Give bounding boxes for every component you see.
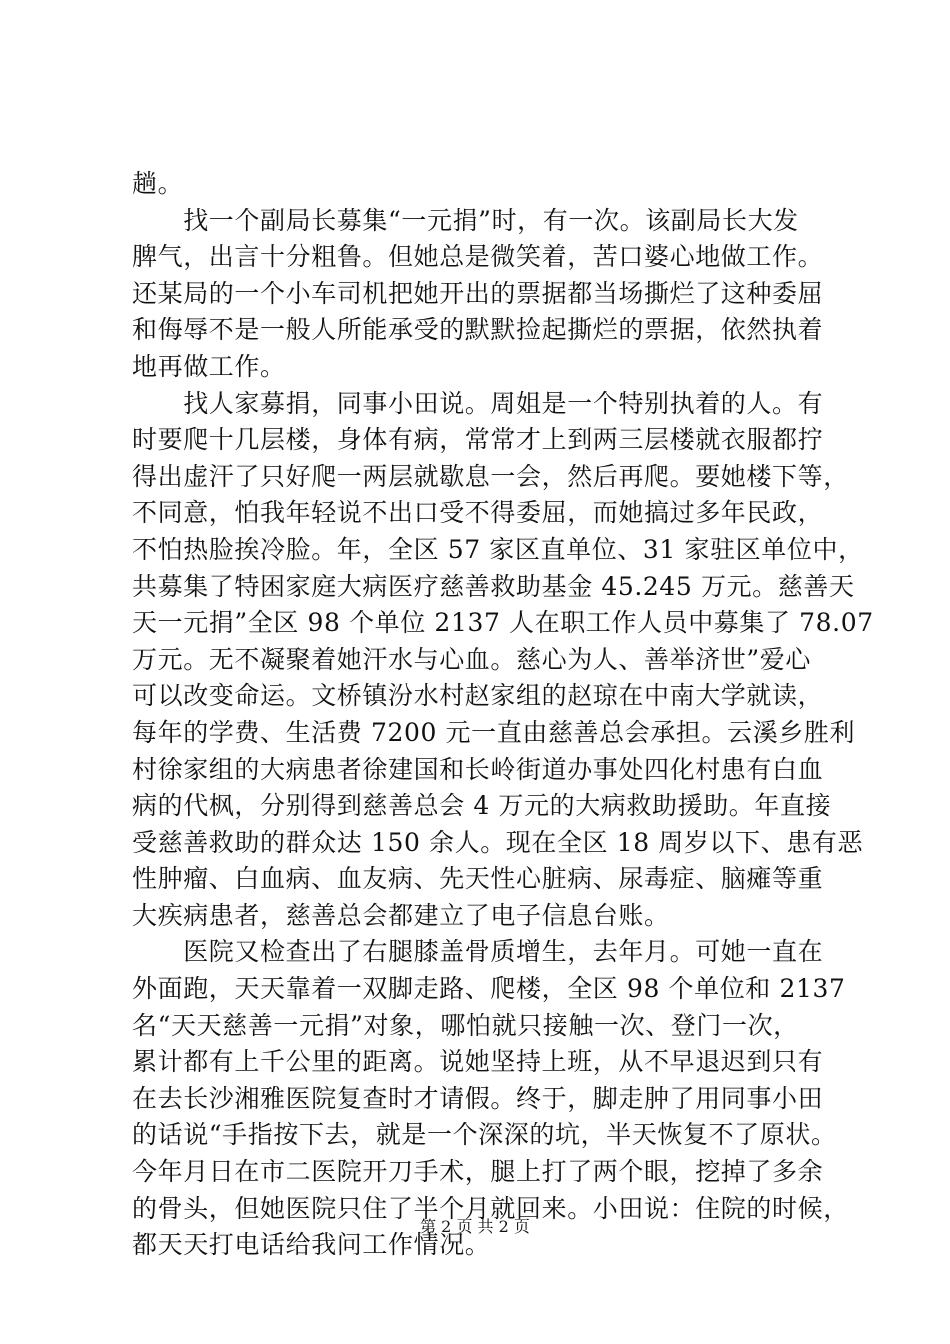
text-line: 累计都有上千公里的距离。说她坚持上班，从不早退迟到只有 bbox=[132, 1047, 824, 1077]
text-line: 共募集了特困家庭大病医疗慈善救助基金 45.245 万元。慈善天 bbox=[132, 571, 855, 601]
text-line: 医院又检查出了右腿膝盖骨质增生，去年月。可她一直在 bbox=[132, 937, 824, 967]
text-line: 天一元捐”全区 98 个单位 2137 人在职工作人员中募集了 78.07 bbox=[132, 608, 874, 638]
text-line: 的骨头，但她医院只住了半个月就回来。小田说：住院的时候， bbox=[132, 1193, 849, 1223]
document-body bbox=[132, 166, 874, 1264]
page-number-label: 第 2 页 共 2 页 bbox=[420, 1217, 530, 1236]
text-line: 都天天打电话给我问工作情况。 bbox=[132, 1230, 491, 1260]
text-line: 今年月日在市二医院开刀手术，腿上打了两个眼，挖掉了多余 bbox=[132, 1157, 824, 1187]
text-line: 地再做工作。 bbox=[132, 351, 286, 381]
text-line: 脾气，出言十分粗鲁。但她总是微笑着，苦口婆心地做工作。 bbox=[132, 242, 824, 272]
text-line: 每年的学费、生活费 7200 元一直由慈善总会承担。云溪乡胜利 bbox=[132, 717, 856, 747]
text-line: 受慈善救助的群众达 150 余人。现在全区 18 周岁以下、患有恶 bbox=[132, 827, 864, 857]
text-line: 的话说“手指按下去，就是一个深深的坑，半天恢复不了原状。 bbox=[132, 1120, 837, 1150]
text-line: 还某局的一个小车司机把她开出的票据都当场撕烂了这种委屈 bbox=[132, 278, 824, 308]
text-line: 不怕热脸挨冷脸。年，全区 57 家区直单位、31 家驻区单位中， bbox=[132, 534, 864, 564]
text-line: 不同意，怕我年轻说不出口受不得委屈，而她搞过多年民政， bbox=[132, 498, 824, 528]
text-line: 可以改变命运。文桥镇汾水村赵家组的赵琼在中南大学就读， bbox=[132, 681, 824, 711]
text-line: 性肿瘤、白血病、血友病、先天性心脏病、尿毒症、脑瘫等重 bbox=[132, 864, 824, 894]
text-line: 找人家募捐，同事小田说。周姐是一个特别执着的人。有 bbox=[132, 388, 824, 418]
text-line: 时要爬十几层楼，身体有病，常常才上到两三层楼就衣服都拧 bbox=[132, 425, 824, 455]
page-footer bbox=[0, 1216, 950, 1238]
text-line: 名“天天慈善一元捐”对象，哪怕就只接触一次、登门一次， bbox=[132, 1010, 799, 1040]
text-line: 和侮辱不是一般人所能承受的默默捡起撕烂的票据，依然执着 bbox=[132, 315, 824, 345]
text-line: 趟。 bbox=[132, 169, 184, 198]
text-line: 得出虚汗了只好爬一两层就歇息一会，然后再爬。要她楼下等， bbox=[132, 461, 849, 491]
text-line: 大疾病患者，慈善总会都建立了电子信息台账。 bbox=[132, 900, 670, 930]
text-line: 找一个副局长募集“一元捐”时，有一次。该副局长大发 bbox=[132, 205, 799, 235]
text-line: 万元。无不凝聚着她汗水与心血。慈心为人、善举济世”爱心 bbox=[132, 644, 811, 674]
text-line: 村徐家组的大病患者徐建国和长岭街道办事处四化村患有白血 bbox=[132, 754, 824, 784]
text-line: 在去长沙湘雅医院复查时才请假。终于，脚走肿了用同事小田 bbox=[132, 1083, 824, 1113]
text-line: 病的代枫，分别得到慈善总会 4 万元的大病救助援助。年直接 bbox=[132, 791, 832, 821]
text-line: 外面跑，天天靠着一双脚走路、爬楼，全区 98 个单位和 2137 bbox=[132, 974, 846, 1004]
